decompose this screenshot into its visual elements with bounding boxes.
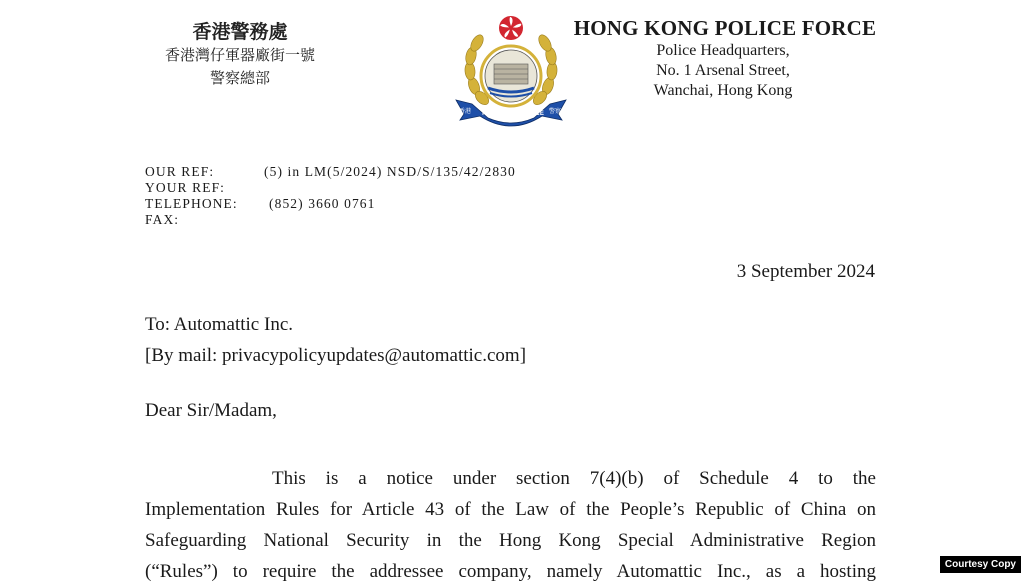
notice-paragraph — [145, 463, 876, 587]
telephone-row — [145, 196, 376, 212]
our-ref-value: (5) in LM(5/2024) NSD/S/135/42/2830 — [264, 164, 516, 179]
salutation: Dear Sir/Madam, — [145, 400, 277, 421]
zh-department-title: 香港警務處 — [192, 21, 288, 43]
emblem-banner-text: HONG KONG POLICE — [482, 111, 544, 117]
en-department-title: HONG KONG POLICE FORCE — [573, 16, 877, 40]
zh-address-line1: 香港灣仔軍器廠街一號 — [164, 46, 315, 64]
letter-date: 3 September 2024 — [736, 261, 875, 282]
fax-label: FAX: — [145, 212, 180, 227]
en-address-line2: No. 1 Arsenal Street, — [656, 62, 790, 79]
en-address-line1: Police Headquarters, — [656, 42, 790, 59]
paragraph-line: (“Rules”) to require the addressee company, namely Automattic Inc., as a hosting — [145, 561, 876, 582]
recipient-email-line: [By mail: privacypolicyupdates@automattic.com] — [145, 345, 527, 366]
paragraph-line: This is a notice under section 7(4)(b) of Schedule 4 to the — [272, 468, 876, 489]
courtesy-copy-badge: Courtesy Copy — [940, 556, 1021, 573]
paragraph-line: Implementation Rules for Article 43 of the Law of the People’s Republic of China on — [145, 499, 876, 520]
recipient-line: To: Automattic Inc. — [145, 314, 294, 335]
your-ref-row — [145, 180, 238, 196]
fax-row — [145, 212, 238, 228]
our-ref-row — [145, 164, 516, 180]
emblem-banner-zh-left: 香港 — [459, 108, 472, 115]
telephone-label: TELEPHONE: — [145, 196, 238, 211]
your-ref-label: YOUR REF: — [145, 180, 226, 195]
zh-address-line2: 警察總部 — [209, 69, 270, 87]
emblem-banner-zh-right: 警察 — [549, 108, 562, 115]
our-ref-label: OUR REF: — [145, 164, 215, 179]
reference-block — [145, 164, 516, 228]
en-address-line3: Wanchai, Hong Kong — [653, 82, 793, 99]
paragraph-line: Safeguarding National Security in the Hong Kong Special Administrative Region — [145, 530, 876, 551]
telephone-value: (852) 3660 0761 — [269, 196, 376, 211]
